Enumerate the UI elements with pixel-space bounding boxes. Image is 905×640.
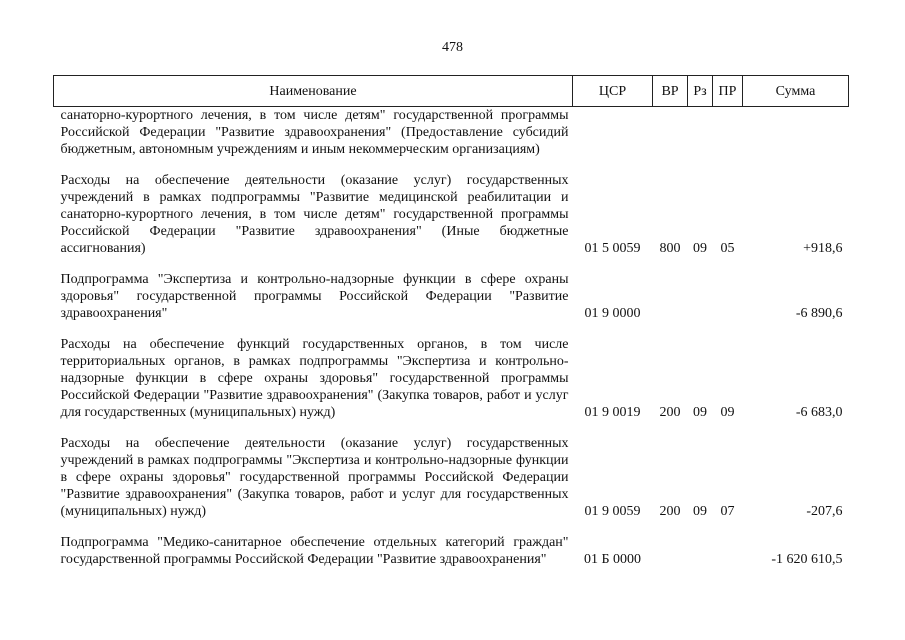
row-csr: 01 5 0059 xyxy=(584,241,641,256)
row-rz: 09 xyxy=(693,405,707,420)
row-pr xyxy=(713,257,743,322)
header-pr: ПР xyxy=(713,76,743,107)
row-vr xyxy=(653,257,688,322)
row-csr: 01 Б 0000 xyxy=(583,552,642,567)
row-rz: 09 xyxy=(693,504,707,519)
row-name: Расходы на обеспечение деятельности (оказание услуг) государственных учреждений в рамках подпрограммы "Развитие медицинской реабилитации и санаторно-курортного лечения, в том числе детям" государственной программы Российской Федерации "Развитие здравоохранения" (Иные бюджетные ассигнования) xyxy=(60,173,569,256)
row-vr: 800 xyxy=(659,241,681,256)
row-name: Расходы на обеспечение функций государственных органов, в том числе территориальных органов, в рамках подпрограммы "Экспертиза и контрольно-надзорные функции в сфере охраны здоровья" государственной программы Российской Федерации "Развитие здравоохранения" (Закупка товаров, работ и услуг для государственных (муниципальных) нужд) xyxy=(60,337,569,420)
header-rz: Рз xyxy=(688,76,713,107)
row-pr: 09 xyxy=(720,405,735,420)
row-pr: 07 xyxy=(720,504,735,519)
row-sum: -207,6 xyxy=(806,504,843,519)
table-row xyxy=(54,158,849,257)
row-csr xyxy=(573,107,653,159)
row-pr: 05 xyxy=(720,241,735,256)
table-row xyxy=(54,520,849,568)
table-row xyxy=(54,322,849,421)
row-sum: -6 890,6 xyxy=(795,306,843,321)
header-vr: ВР xyxy=(653,76,688,107)
header-csr: ЦСР xyxy=(573,76,653,107)
row-vr xyxy=(653,107,688,159)
row-name: Подпрограмма "Экспертиза и контрольно-надзорные функции в сфере охраны здоровья" государственной программы Российской Федерации "Развитие здравоохранения" xyxy=(60,272,569,321)
row-vr: 200 xyxy=(659,405,681,420)
row-name: Расходы на обеспечение деятельности (оказание услуг) государственных учреждений в рамках подпрограммы "Экспертиза и контрольно-надзорные функции в сфере охраны здоровья" государственной программы Российской Федерации "Развитие здравоохранения" (Закупка товаров, работ и услуг для государственных (муниципальных) нужд) xyxy=(60,436,569,519)
table-row xyxy=(54,421,849,520)
row-name: санаторно-курортного лечения, в том числе детям" государственной программы Российской Федерации "Развитие здравоохранения" (Предоставление субсидий бюджетным, автономным учреждениям и иным некоммерческим организациям) xyxy=(60,108,569,157)
table-header-row xyxy=(54,76,849,107)
row-sum xyxy=(743,107,849,159)
page-number: 478 xyxy=(442,40,463,55)
row-pr xyxy=(713,107,743,159)
header-sum: Сумма xyxy=(743,76,849,107)
row-vr xyxy=(653,520,688,568)
row-sum: -6 683,0 xyxy=(795,405,843,420)
row-name: Подпрограмма "Медико-санитарное обеспечение отдельных категорий граждан" государственной программы Российской Федерации "Развитие здравоохранения" xyxy=(60,535,569,567)
row-sum: -1 620 610,5 xyxy=(771,552,843,567)
row-rz: 09 xyxy=(693,241,707,256)
row-pr xyxy=(713,520,743,568)
table-row xyxy=(54,107,849,159)
budget-table xyxy=(53,75,849,568)
header-name: Наименование xyxy=(54,76,573,107)
row-rz xyxy=(688,520,713,568)
row-csr: 01 9 0059 xyxy=(584,504,641,519)
row-vr: 200 xyxy=(659,504,681,519)
table-row xyxy=(54,257,849,322)
row-rz xyxy=(688,107,713,159)
row-rz xyxy=(688,257,713,322)
row-csr: 01 9 0019 xyxy=(584,405,641,420)
row-csr: 01 9 0000 xyxy=(584,306,641,321)
row-sum: +918,6 xyxy=(803,241,843,256)
